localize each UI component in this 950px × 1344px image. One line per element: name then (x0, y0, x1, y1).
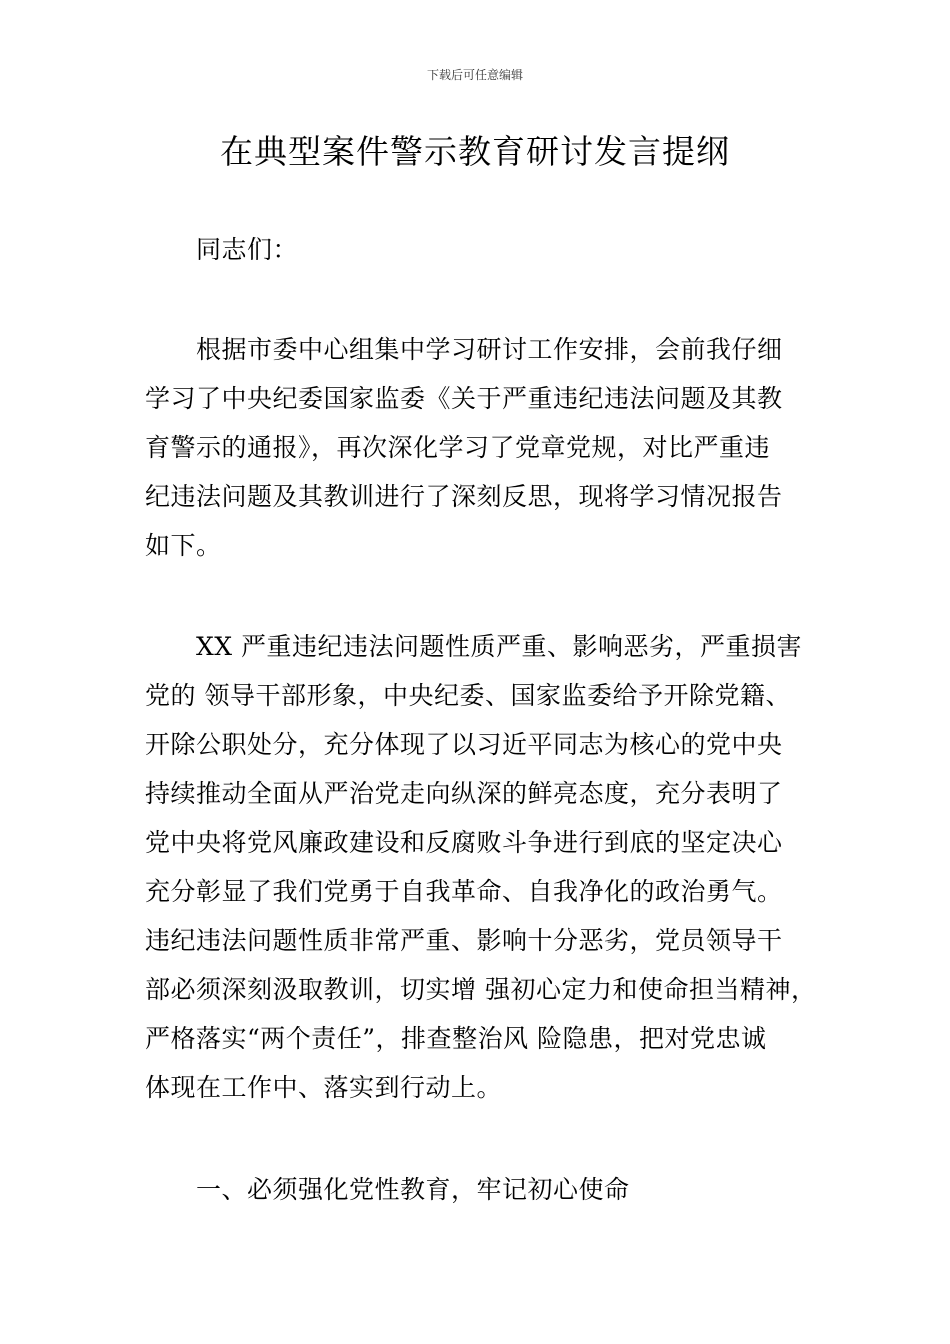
paragraph-line: 体现在工作中、落实到行动上。 (145, 1073, 503, 1102)
salutation: 同志们： (196, 235, 299, 264)
paragraph-line: 充分彰显了我们党勇于自我革命、自我净化的政治勇气。 (145, 877, 783, 906)
paragraph-line: 开除公职处分，充分体现了以习近平同志为核心的党中央 (145, 730, 783, 759)
document-title: 在典型案件警示教育研讨发言提纲 (220, 132, 730, 171)
paragraph-line: 党中央将党风廉政建设和反腐败斗争进行到底的坚定决心 (145, 828, 783, 857)
paragraph-line: 如下。 (145, 531, 222, 560)
paragraph-line: 育警示的通报》，再次深化学习了党章党规，对比严重违 (145, 433, 771, 462)
paragraph-line: 学习了中央纪委国家监委《关于严重违纪违法问题及其教 (145, 384, 783, 413)
section-heading: 一、必须强化党性教育，牢记初心使命 (196, 1175, 630, 1204)
paragraph-line: 严格落实“两个责任”，排查整治风 险隐患，把对党忠诚 (145, 1024, 767, 1053)
paragraph-line: 部必须深刻汲取教训，切实增 强初心定力和使命担当精神， (145, 975, 817, 1004)
paragraph-line: 违纪违法问题性质非常严重、影响十分恶劣，党员领导干 (145, 926, 783, 955)
paragraph-line: 纪违法问题及其教训进行了深刻反思，现将学习情况报告 (145, 482, 783, 511)
paragraph-line: 持续推动全面从严治党走向纵深的鲜亮态度，充分表明了 (145, 779, 783, 808)
paragraph-line: 根据市委中心组集中学习研讨工作安排，会前我仔细 (196, 335, 783, 364)
paragraph-line: 党的 领导干部形象，中央纪委、国家监委给予开除党籍、 (145, 681, 791, 710)
paragraph-line: XX 严重违纪违法问题性质严重、影响恶劣，严重损害 (196, 632, 803, 661)
header-note: 下载后可任意编辑 (426, 68, 523, 82)
